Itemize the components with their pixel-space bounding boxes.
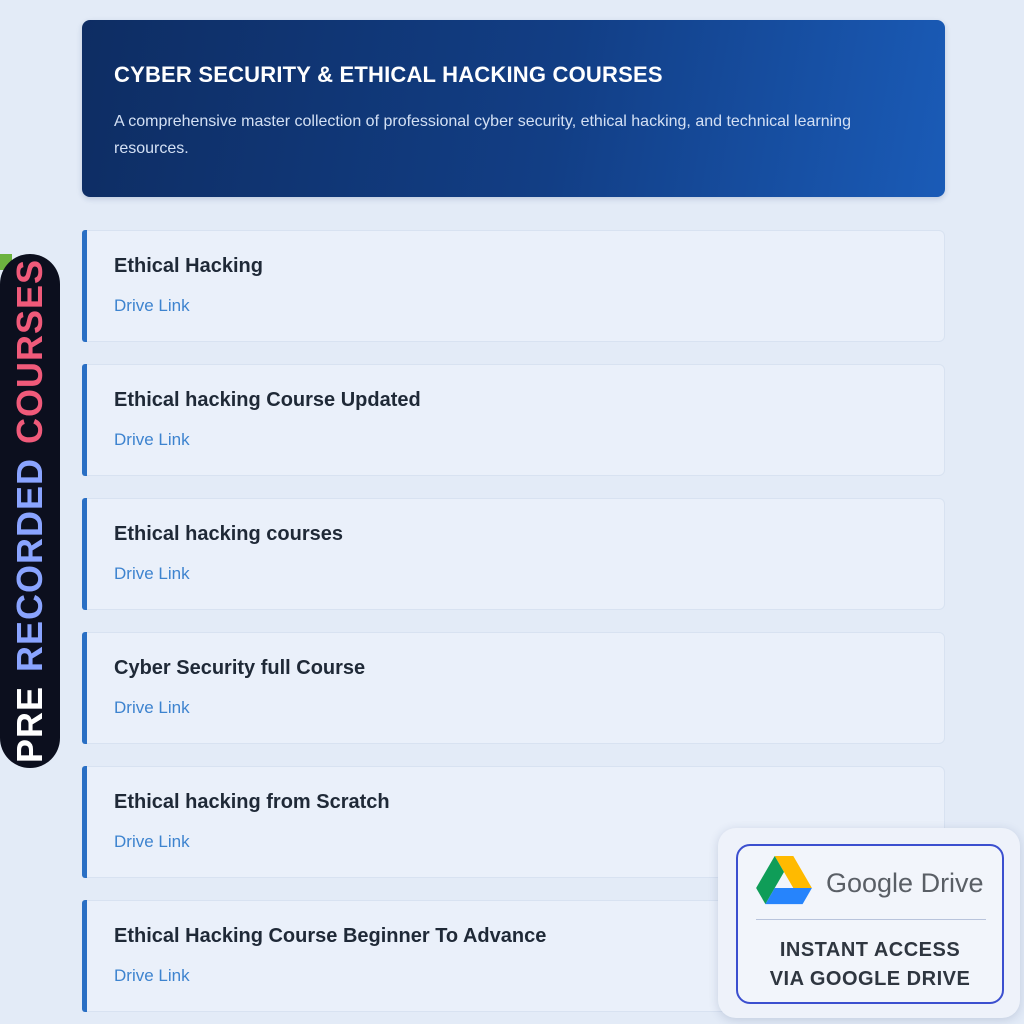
course-card bbox=[82, 498, 945, 610]
course-title: Ethical Hacking Course Beginner To Advance bbox=[114, 925, 547, 947]
page-title: CYBER SECURITY & ETHICAL HACKING COURSES bbox=[114, 62, 663, 87]
page-description: A comprehensive master collection of professional cyber security, ethical hacking, and technical learning resources. bbox=[114, 113, 851, 157]
course-title: Cyber Security full Course bbox=[114, 657, 366, 679]
course-title: Ethical hacking from Scratch bbox=[114, 791, 390, 813]
drive-link[interactable]: Drive Link bbox=[114, 698, 190, 717]
promo-word-courses: COURSES bbox=[9, 258, 50, 444]
google-drive-badge bbox=[718, 828, 1020, 1018]
instant-access-text bbox=[738, 936, 1002, 994]
drive-link[interactable]: Drive Link bbox=[114, 966, 190, 985]
drive-link[interactable]: Drive Link bbox=[114, 832, 190, 851]
promo-word-recorded: RECORDED bbox=[9, 458, 50, 673]
promo-banner-text bbox=[0, 254, 60, 768]
instant-access-line2: VIA GOOGLE DRIVE bbox=[769, 968, 971, 990]
google-drive-badge-frame bbox=[736, 844, 1004, 1004]
course-card bbox=[82, 230, 945, 342]
promo-word-pre: PRE bbox=[9, 686, 50, 764]
google-drive-icon bbox=[756, 856, 812, 911]
instant-access-line1: INSTANT ACCESS bbox=[779, 939, 961, 961]
google-drive-brand: Google Drive bbox=[826, 868, 984, 898]
course-card bbox=[82, 364, 945, 476]
drive-link[interactable]: Drive Link bbox=[114, 430, 190, 449]
google-drive-logo-row bbox=[756, 856, 984, 911]
drive-link[interactable]: Drive Link bbox=[114, 296, 190, 315]
badge-divider bbox=[756, 919, 986, 920]
course-title: Ethical hacking courses bbox=[114, 523, 343, 545]
promo-banner bbox=[0, 254, 60, 768]
course-title: Ethical Hacking bbox=[114, 255, 263, 277]
page-header bbox=[82, 20, 945, 197]
course-title: Ethical hacking Course Updated bbox=[114, 389, 421, 411]
course-card bbox=[82, 632, 945, 744]
drive-link[interactable]: Drive Link bbox=[114, 564, 190, 583]
